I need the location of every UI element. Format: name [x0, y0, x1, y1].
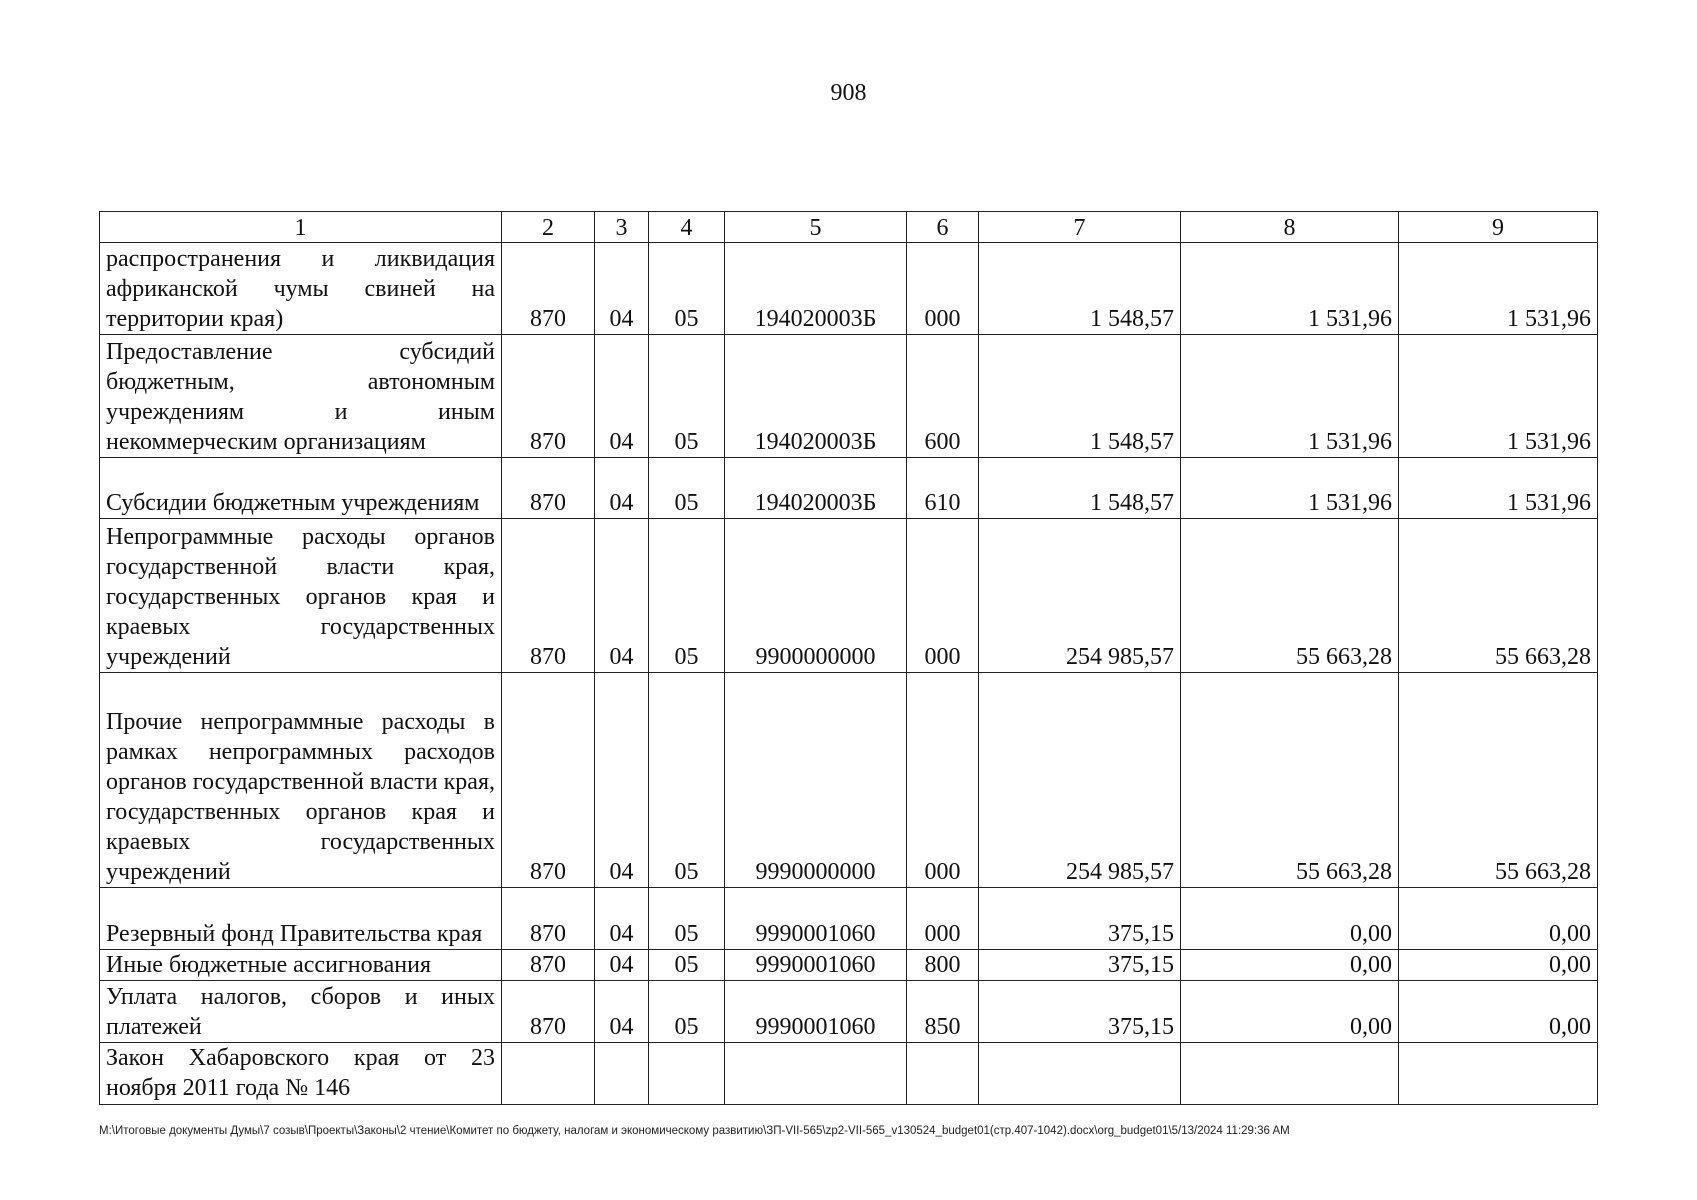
value-cell-col4 — [649, 1043, 725, 1105]
row-name-cell: Иные бюджетные ассигнования — [100, 950, 502, 981]
value-cell-col7: 1 548,57 — [979, 243, 1181, 335]
value-cell-col7: 254 985,57 — [979, 673, 1181, 888]
column-header-4: 4 — [649, 212, 725, 243]
value-cell-col9: 55 663,28 — [1399, 519, 1598, 673]
table-header-row — [100, 212, 1598, 243]
value-cell-col5: 9990001060 — [725, 981, 907, 1043]
column-header-6: 6 — [907, 212, 979, 243]
value-cell-col5: 194020003Б — [725, 243, 907, 335]
table-row — [100, 888, 1598, 950]
page-number: 908 — [830, 80, 867, 106]
value-cell-col7: 1 548,57 — [979, 335, 1181, 458]
table-row — [100, 1043, 1598, 1105]
value-cell-col4: 05 — [649, 243, 725, 335]
value-cell-col8: 1 531,96 — [1181, 243, 1399, 335]
value-cell-col6: 800 — [907, 950, 979, 981]
value-cell-col3: 04 — [595, 243, 649, 335]
value-cell-col5: 194020003Б — [725, 458, 907, 519]
value-cell-col4: 05 — [649, 673, 725, 888]
row-name-cell: Закон Хабаровского края от 23 ноября 2011 года № 146 — [100, 1043, 502, 1105]
column-header-7: 7 — [979, 212, 1181, 243]
value-cell-col6: 600 — [907, 335, 979, 458]
table-row — [100, 519, 1598, 673]
row-name-cell: Резервный фонд Правительства края — [100, 888, 502, 950]
table-row — [100, 950, 1598, 981]
column-header-3: 3 — [595, 212, 649, 243]
value-cell-col9: 1 531,96 — [1399, 243, 1598, 335]
value-cell-col5: 9990001060 — [725, 888, 907, 950]
value-cell-col2: 870 — [502, 243, 595, 335]
value-cell-col4: 05 — [649, 335, 725, 458]
value-cell-col6: 850 — [907, 981, 979, 1043]
value-cell-col8: 0,00 — [1181, 950, 1399, 981]
table-row — [100, 335, 1598, 458]
value-cell-col3: 04 — [595, 888, 649, 950]
row-name-cell: Предоставление субсидий бюджетным, автономным учреждениям и иным некоммерческим организациям — [100, 335, 502, 458]
value-cell-col3 — [595, 1043, 649, 1105]
column-header-5: 5 — [725, 212, 907, 243]
row-name-cell: Субсидии бюджетным учреждениям — [100, 458, 502, 519]
value-cell-col8: 1 531,96 — [1181, 335, 1399, 458]
value-cell-col9: 1 531,96 — [1399, 335, 1598, 458]
table-body — [100, 243, 1598, 1105]
value-cell-col8 — [1181, 1043, 1399, 1105]
column-header-8: 8 — [1181, 212, 1399, 243]
value-cell-col2: 870 — [502, 673, 595, 888]
column-header-9: 9 — [1399, 212, 1598, 243]
column-header-1: 1 — [100, 212, 502, 243]
value-cell-col4: 05 — [649, 519, 725, 673]
value-cell-col5: 9900000000 — [725, 519, 907, 673]
value-cell-col5 — [725, 1043, 907, 1105]
value-cell-col2: 870 — [502, 458, 595, 519]
value-cell-col9 — [1399, 1043, 1598, 1105]
value-cell-col5: 9990000000 — [725, 673, 907, 888]
value-cell-col6: 610 — [907, 458, 979, 519]
row-name-cell: Прочие непрограммные расходы в рамках непрограммных расходов органов государственной власти края, государственных органов края и краевых государственных учреждений — [100, 673, 502, 888]
value-cell-col2: 870 — [502, 519, 595, 673]
value-cell-col6: 000 — [907, 673, 979, 888]
value-cell-col3: 04 — [595, 335, 649, 458]
value-cell-col3: 04 — [595, 981, 649, 1043]
value-cell-col8: 0,00 — [1181, 981, 1399, 1043]
value-cell-col9: 0,00 — [1399, 981, 1598, 1043]
value-cell-col6: 000 — [907, 519, 979, 673]
row-name-cell: Непрограммные расходы органов государственной власти края, государственных органов края и краевых государственных учреждений — [100, 519, 502, 673]
column-header-2: 2 — [502, 212, 595, 243]
value-cell-col9: 0,00 — [1399, 950, 1598, 981]
value-cell-col2: 870 — [502, 335, 595, 458]
value-cell-col7: 1 548,57 — [979, 458, 1181, 519]
value-cell-col2 — [502, 1043, 595, 1105]
value-cell-col8: 55 663,28 — [1181, 673, 1399, 888]
row-name-cell: Уплата налогов, сборов и иных платежей — [100, 981, 502, 1043]
document-path-footer: M:\Итоговые документы Думы\7 созыв\Проекты\Законы\2 чтение\Комитет по бюджету, налогам и экономическому развитию\ЗП-VII-565\zp2-VII-565_v130524_budget01(стр.407-1042).docx\org_budget01\5/13/2024 11:29:36 AM — [99, 1125, 1290, 1137]
table-row — [100, 458, 1598, 519]
value-cell-col9: 1 531,96 — [1399, 458, 1598, 519]
table-row — [100, 673, 1598, 888]
value-cell-col8: 1 531,96 — [1181, 458, 1399, 519]
value-cell-col4: 05 — [649, 888, 725, 950]
value-cell-col6 — [907, 1043, 979, 1105]
table-row — [100, 243, 1598, 335]
value-cell-col4: 05 — [649, 458, 725, 519]
value-cell-col8: 0,00 — [1181, 888, 1399, 950]
value-cell-col5: 194020003Б — [725, 335, 907, 458]
value-cell-col6: 000 — [907, 888, 979, 950]
value-cell-col9: 55 663,28 — [1399, 673, 1598, 888]
value-cell-col9: 0,00 — [1399, 888, 1598, 950]
value-cell-col2: 870 — [502, 981, 595, 1043]
table-row — [100, 981, 1598, 1043]
value-cell-col3: 04 — [595, 458, 649, 519]
value-cell-col4: 05 — [649, 981, 725, 1043]
value-cell-col3: 04 — [595, 950, 649, 981]
value-cell-col7: 254 985,57 — [979, 519, 1181, 673]
value-cell-col3: 04 — [595, 673, 649, 888]
value-cell-col6: 000 — [907, 243, 979, 335]
budget-table — [99, 211, 1598, 1105]
value-cell-col8: 55 663,28 — [1181, 519, 1399, 673]
value-cell-col4: 05 — [649, 950, 725, 981]
value-cell-col7: 375,15 — [979, 981, 1181, 1043]
row-name-cell: распространения и ликвидация африканской чумы свиней на территории края) — [100, 243, 502, 335]
value-cell-col5: 9990001060 — [725, 950, 907, 981]
value-cell-col7: 375,15 — [979, 888, 1181, 950]
value-cell-col7: 375,15 — [979, 950, 1181, 981]
value-cell-col2: 870 — [502, 888, 595, 950]
value-cell-col2: 870 — [502, 950, 595, 981]
value-cell-col3: 04 — [595, 519, 649, 673]
value-cell-col7 — [979, 1043, 1181, 1105]
